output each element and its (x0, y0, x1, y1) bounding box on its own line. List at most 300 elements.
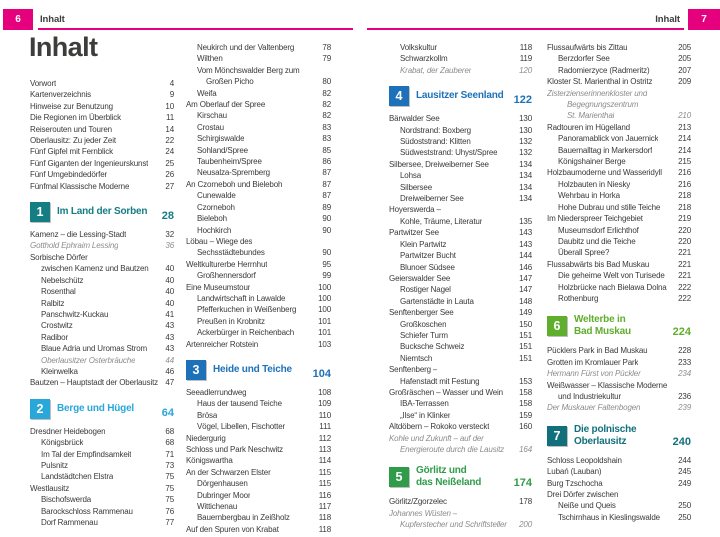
entry-page-number: 221 (678, 248, 691, 258)
toc-entry (547, 478, 691, 489)
toc-entry (30, 298, 174, 309)
toc-entry (30, 275, 174, 286)
entry-page-number: 79 (322, 54, 331, 64)
entry-page-number: 153 (519, 376, 532, 386)
toc-entry (547, 202, 691, 213)
toc-entry (389, 250, 532, 261)
toc-entry (389, 113, 532, 124)
entry-label: Flussabwärts bis Bad Muskau (547, 259, 650, 269)
entry-page-number: 143 (519, 228, 532, 238)
entry-page-number: 250 (678, 501, 691, 511)
toc-entry (389, 508, 532, 519)
entry-label: Lubań (Lauban) (547, 467, 602, 477)
entry-page-number: 228 (678, 346, 691, 356)
toc-entry (186, 110, 331, 121)
entry-label: Weißwasser – Klassische Moderne (547, 380, 668, 390)
entry-label: Rostiger Nagel (400, 285, 451, 295)
entry-page-number: 100 (318, 282, 331, 292)
toc-entry (186, 65, 331, 76)
entry-page-number: 95 (322, 259, 331, 269)
entry-label: Weltkulturerbe Herrnhut (186, 259, 268, 269)
header-rule-right (367, 28, 684, 30)
entry-label: Großhennersdorf (197, 271, 256, 281)
entry-label: Fünf Umgebindedörfer (30, 170, 108, 180)
toc-entry (30, 101, 174, 112)
entry-page-number: 85 (322, 145, 331, 155)
section-heading (186, 360, 331, 380)
toc-entry (389, 398, 532, 409)
entry-page-number: 4 (169, 79, 174, 88)
entry-label: Reiserouten und Touren (30, 124, 112, 134)
toc-entry (389, 193, 532, 204)
entry-label: Königshainer Berge (558, 157, 626, 167)
entry-page-number: 46 (165, 366, 174, 376)
entry-page-number: 40 (165, 298, 174, 308)
entry-page-number: 233 (678, 357, 691, 367)
entry-page-number: 221 (678, 271, 691, 281)
toc-entry (547, 225, 691, 236)
entry-label: Großräschen – Wasser und Wein (389, 387, 503, 397)
toc-entry (30, 471, 174, 482)
running-head-left: Inhalt (40, 14, 65, 25)
toc-entry (186, 512, 331, 523)
entry-page-number: 147 (519, 273, 532, 283)
entry-page-number: 90 (322, 214, 331, 224)
entry-label: Fünfmal Klassische Moderne (30, 181, 130, 191)
section-title: Welterbe in Bad Muskau (574, 314, 631, 338)
entry-label: Drei Dörfer zwischen (547, 490, 619, 499)
toc-entry (30, 158, 174, 169)
section-number-badge: 5 (389, 467, 409, 487)
toc-entry (30, 124, 174, 135)
toc-column-4 (547, 42, 691, 523)
entry-page-number: 113 (318, 445, 331, 454)
entry-label: Daubitz und die Teiche (558, 236, 636, 246)
entry-page-number: 215 (678, 157, 691, 167)
toc-entry (186, 133, 331, 144)
entry-page-number: 83 (322, 134, 331, 144)
toc-entry (186, 53, 331, 64)
entry-label: St. Marienthal (567, 111, 615, 121)
entry-page-number: 100 (318, 305, 331, 315)
entry-label: Kartenverzeichnis (30, 90, 92, 100)
toc-entry (186, 387, 331, 398)
entry-label: „Ilse“ in Klinker (400, 410, 451, 420)
toc-entry (30, 355, 174, 366)
entry-label: Rosenthal (41, 287, 76, 297)
entry-page-number: 43 (165, 321, 174, 331)
toc-entry (186, 202, 331, 213)
toc-entry (186, 490, 331, 501)
toc-entry (186, 339, 331, 350)
toc-entry (186, 444, 331, 455)
toc-entry (389, 296, 532, 307)
entry-page-number: 71 (165, 449, 174, 459)
toc-entry (389, 319, 532, 330)
entry-label: Panschwitz-Kuckau (41, 309, 109, 319)
entry-label: Bautzen – Hauptstadt der Oberlausitz (30, 378, 159, 388)
entry-page-number: 236 (678, 391, 691, 401)
toc-entry (389, 444, 532, 455)
entry-label: Senftenberger See (389, 308, 454, 318)
entry-label: Neukirch und der Valtenberg (197, 43, 295, 52)
entry-label: Bieleboh (197, 214, 227, 224)
toc-entry (547, 500, 691, 511)
entry-label: Silbersee (400, 182, 433, 192)
entry-page-number: 87 (322, 191, 331, 201)
toc-entry (186, 122, 331, 133)
toc-entry (547, 402, 691, 413)
entry-page-number: 214 (678, 145, 691, 155)
entry-page-number: 130 (519, 114, 532, 124)
entry-page-number: 134 (519, 194, 532, 204)
toc-entry (30, 366, 174, 377)
toc-column-1 (30, 78, 174, 528)
toc-entry (389, 496, 532, 507)
entry-page-number: 43 (165, 332, 174, 342)
section-page-number: 104 (312, 367, 331, 380)
toc-entry (186, 190, 331, 201)
section-number-badge: 6 (547, 316, 567, 336)
toc-entry (30, 135, 174, 146)
toc-entry (186, 99, 331, 110)
toc-entry (547, 357, 691, 368)
entry-label: Johannes Wüsten – (389, 508, 458, 518)
toc-entry (30, 112, 174, 123)
section-number-badge: 4 (389, 86, 409, 106)
entry-page-number: 26 (165, 170, 174, 180)
toc-entry (389, 262, 532, 273)
entry-page-number: 249 (678, 478, 691, 488)
entry-page-number: 118 (318, 524, 331, 534)
toc-entry (547, 122, 691, 133)
toc-entry (186, 293, 331, 304)
entry-page-number: 110 (318, 410, 331, 420)
entry-page-number: 205 (678, 54, 691, 64)
section-title: Berge und Hügel (57, 402, 135, 414)
section-heading (389, 465, 532, 489)
entry-page-number: 117 (318, 502, 331, 512)
entry-page-number: 41 (165, 309, 174, 319)
toc-entry (547, 293, 691, 304)
section-title: Heide und Teiche (213, 363, 292, 375)
entry-page-number: 216 (678, 179, 691, 189)
entry-label: Die geheime Welt von Turisede (558, 271, 665, 281)
entry-page-number: 245 (678, 467, 691, 477)
entry-label: Vorwort (30, 79, 57, 88)
entry-label: Pfefferkuchen in Weißenberg (197, 305, 297, 315)
entry-page-number: 43 (165, 344, 174, 354)
entry-label: Löbau – Wiege des (186, 236, 253, 246)
entry-page-number: 164 (519, 445, 532, 454)
entry-label: Grotten im Kromlauer Park (547, 357, 639, 367)
entry-page-number: 82 (322, 111, 331, 121)
entry-label: Burg Tzschocha (547, 478, 603, 488)
section-heading (389, 86, 532, 106)
toc-entry (389, 53, 532, 64)
toc-entry (186, 88, 331, 99)
section-page-number: 64 (161, 406, 174, 419)
entry-label: Landwirtschaft in Lawalde (197, 293, 286, 303)
entry-page-number: 132 (519, 148, 532, 158)
toc-entry (186, 327, 331, 338)
toc-entry (186, 42, 331, 53)
toc-entry (186, 270, 331, 281)
entry-page-number: 218 (678, 202, 691, 212)
toc-entry (389, 216, 532, 227)
toc-entry (186, 156, 331, 167)
toc-entry (30, 426, 174, 437)
entry-page-number: 112 (318, 433, 331, 443)
toc-entry (547, 145, 691, 156)
section-heading (30, 202, 174, 222)
entry-label: Südoststrand: Klitten (400, 137, 471, 147)
entry-page-number: 158 (519, 387, 532, 397)
entry-label: Partwitzer See (389, 228, 439, 238)
entry-page-number: 44 (165, 355, 174, 365)
entry-label: Kupferstecher und Schriftsteller (400, 520, 507, 530)
toc-entry (547, 133, 691, 144)
toc-entry (30, 494, 174, 505)
entry-label: Bauernbergbau in Zeißholz (197, 513, 290, 523)
entry-label: An der Schwarzen Elster (186, 467, 271, 477)
entry-label: Ackerbürger in Reichenbach (197, 328, 295, 338)
entry-label: Die Regionen im Überblick (30, 113, 121, 123)
entry-page-number: 210 (678, 111, 691, 121)
entry-label: Tschirnhaus in Kieslingswalde (558, 512, 660, 522)
entry-label: Hermann Fürst von Pückler (547, 369, 641, 379)
section-title: Im Land der Sorben (57, 206, 148, 218)
entry-page-number: 40 (165, 287, 174, 297)
entry-label: Pücklers Park in Bad Muskau (547, 346, 648, 356)
entry-label: Cunewalde (197, 191, 236, 201)
toc-entry (186, 410, 331, 421)
entry-label: Vom Mönchswalder Berg zum (197, 65, 300, 75)
entry-label: Eine Museumstour (186, 282, 251, 292)
header-rule-left (38, 28, 353, 30)
page-number-badge-left: 6 (3, 9, 33, 30)
entry-label: Volkskultur (400, 43, 438, 52)
entry-label: Dörgenhausen (197, 479, 248, 489)
entry-page-number: 216 (678, 168, 691, 178)
toc-entry (547, 282, 691, 293)
entry-label: Preußen in Krobnitz (197, 316, 265, 326)
entry-page-number: 118 (318, 513, 331, 523)
toc-entry (30, 343, 174, 354)
running-head-right: Inhalt (655, 14, 680, 25)
entry-page-number: 178 (519, 497, 532, 507)
entry-label: Görlitz/Zgorzelec (389, 497, 447, 507)
toc-entry (186, 225, 331, 236)
entry-page-number: 239 (678, 403, 691, 413)
entry-page-number: 108 (318, 387, 331, 397)
entry-page-number: 78 (322, 43, 331, 52)
entry-label: Crostau (197, 122, 224, 132)
entry-label: Nebelschütz (41, 275, 84, 285)
entry-label: Hafenstadt mit Festung (400, 376, 480, 386)
toc-entry (547, 110, 691, 121)
toc-entry (547, 270, 691, 281)
entry-label: und Industriekultur (558, 391, 621, 401)
entry-page-number: 213 (678, 122, 691, 132)
entry-label: Gotthold Ephraim Lessing (30, 241, 119, 251)
entry-label: Hohe Dubrau und stille Teiche (558, 202, 661, 212)
entry-label: Artenreicher Rotstein (186, 339, 258, 349)
toc-entry (547, 466, 691, 477)
entry-page-number: 119 (519, 54, 532, 64)
section-title: Die polnische Oberlausitz (574, 423, 637, 447)
toc-entry (186, 259, 331, 270)
toc-entry (30, 506, 174, 517)
entry-label: Holzbauten in Niesky (558, 179, 631, 189)
toc-entry (547, 167, 691, 178)
entry-label: Holzbaumoderne und Wasseridyll (547, 168, 662, 178)
toc-entry (389, 227, 532, 238)
entry-page-number: 151 (519, 330, 532, 340)
entry-label: Bauernalltag in Markersdorf (558, 145, 653, 155)
toc-entry (186, 247, 331, 258)
entry-page-number: 120 (519, 65, 532, 75)
entry-page-number: 146 (519, 262, 532, 272)
section-number-badge: 1 (30, 202, 50, 222)
toc-entry (186, 478, 331, 489)
toc-entry (186, 167, 331, 178)
entry-page-number: 82 (322, 100, 331, 110)
entry-page-number: 101 (318, 316, 331, 326)
entry-label: Bärwalder See (389, 114, 440, 124)
entry-page-number: 47 (165, 378, 174, 388)
entry-label: Silbersee, Dreiweiberner See (389, 159, 489, 169)
toc-entry (30, 320, 174, 331)
toc-entry (30, 449, 174, 460)
entry-label: Königswartha (186, 456, 233, 466)
toc-entry (389, 410, 532, 421)
toc-entry (547, 391, 691, 402)
entry-page-number: 114 (318, 456, 331, 466)
entry-page-number: 83 (322, 122, 331, 132)
toc-entry (547, 190, 691, 201)
entry-label: Hoyerswerda – (389, 205, 441, 215)
entry-page-number: 82 (322, 88, 331, 98)
entry-page-number: 73 (165, 460, 174, 470)
entry-page-number: 76 (165, 506, 174, 516)
entry-label: Schirgiswalde (197, 134, 245, 144)
entry-page-number: 111 (319, 422, 331, 432)
entry-label: Kamenz – die Lessing-Stadt (30, 230, 127, 240)
entry-label: Energieroute durch die Lausitz (400, 445, 505, 454)
entry-label: Dresdner Heidebogen (30, 426, 106, 436)
entry-page-number: 205 (678, 43, 691, 52)
toc-entry (547, 455, 691, 466)
toc-entry (547, 76, 691, 87)
toc-entry (547, 88, 691, 99)
entry-label: Schloss und Park Neschwitz (186, 445, 284, 454)
entry-label: Radtouren im Hügelland (547, 122, 630, 132)
entry-page-number: 130 (519, 125, 532, 135)
section-title: Lausitzer Seenland (416, 90, 504, 102)
toc-entry (30, 89, 174, 100)
entry-label: Panoramablick von Jauernick (558, 134, 659, 144)
entry-label: Radomierzyce (Radmeritz) (558, 65, 650, 75)
toc-entry (30, 437, 174, 448)
toc-entry (389, 65, 532, 76)
toc-entry (30, 332, 174, 343)
section-page-number: 240 (672, 435, 691, 448)
toc-entry (389, 204, 532, 215)
entry-page-number: 89 (322, 202, 331, 212)
toc-entry (30, 229, 174, 240)
toc-entry (389, 273, 532, 284)
entry-label: Schwarzkollm (400, 54, 448, 64)
entry-label: Weifa (197, 88, 217, 98)
entry-label: Haus der tausend Teiche (197, 399, 282, 409)
toc-entry (389, 182, 532, 193)
entry-page-number: 24 (165, 147, 174, 157)
toc-entry (186, 282, 331, 293)
toc-entry (389, 42, 532, 53)
toc-column-2 (186, 42, 331, 535)
toc-entry (389, 519, 532, 530)
entry-page-number: 14 (165, 124, 174, 134)
entry-page-number: 160 (519, 422, 532, 432)
entry-label: Sechsstädtebundes (197, 248, 265, 258)
entry-label: Fünf Giganten der Ingenieurskunst (30, 158, 149, 168)
entry-page-number: 68 (165, 426, 174, 436)
toc-entry (30, 181, 174, 192)
entry-page-number: 151 (519, 342, 532, 352)
entry-label: Vögel, Libellen, Fischotter (197, 422, 286, 432)
toc-entry (186, 76, 331, 87)
toc-entry (389, 341, 532, 352)
toc-entry (389, 170, 532, 181)
section-number-badge: 7 (547, 426, 567, 446)
entry-page-number: 22 (165, 136, 174, 146)
entry-label: Niedergurig (186, 433, 226, 443)
toc-entry (547, 489, 691, 500)
toc-entry (389, 387, 532, 398)
entry-page-number: 134 (519, 171, 532, 181)
entry-label: Czorneboh (197, 202, 235, 212)
entry-label: Sohland/Spree (197, 145, 248, 155)
toc-entry (186, 304, 331, 315)
entry-label: An Czorneboh und Bieleboh (186, 179, 283, 189)
toc-entry (547, 368, 691, 379)
entry-label: Niemtsch (400, 353, 433, 363)
entry-page-number: 149 (519, 308, 532, 318)
entry-label: Geierswalder See (389, 273, 451, 283)
entry-label: Krabat, der Zauberer (400, 65, 472, 75)
section-page-number: 28 (161, 210, 174, 223)
entry-page-number: 99 (322, 271, 331, 281)
toc-entry (547, 179, 691, 190)
entry-label: Radibor (41, 332, 68, 342)
toc-entry (186, 421, 331, 432)
entry-label: Blaue Adria und Uromas Strom (41, 344, 148, 354)
entry-page-number: 25 (165, 158, 174, 168)
entry-label: Ralbitz (41, 298, 65, 308)
entry-page-number: 221 (678, 259, 691, 269)
entry-page-number: 90 (322, 248, 331, 258)
toc-entry (186, 145, 331, 156)
section-heading (30, 399, 174, 419)
entry-page-number: 200 (519, 520, 532, 530)
entry-page-number: 40 (165, 275, 174, 285)
entry-label: Neusalza-Spremberg (197, 168, 270, 178)
entry-page-number: 75 (165, 483, 174, 493)
entry-page-number: 147 (519, 285, 532, 295)
entry-label: Großen Picho (206, 77, 254, 87)
entry-label: Kohle und Zukunft – auf der (389, 433, 484, 443)
